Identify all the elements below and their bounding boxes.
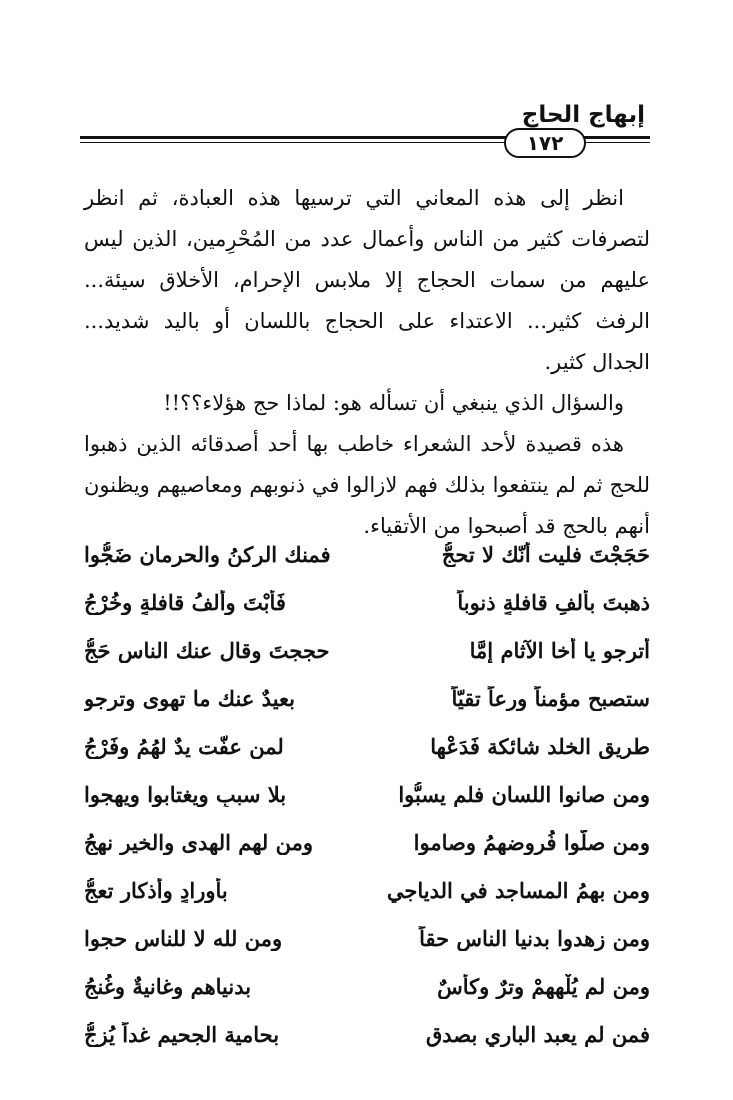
verse-first-half: ذهبتَ بألفِ قافلةٍ ذنوباً (457, 589, 650, 615)
poem-verse (84, 866, 650, 914)
verse-first-half: أترجو يا أخا الآثام إمَّا (469, 637, 650, 663)
verse-second-half: ومن لهم الهدى والخير نهجُ (84, 829, 313, 855)
poem (84, 530, 650, 1058)
verse-second-half: ومن لله لا للناس حجوا (84, 925, 283, 951)
verse-second-half: بلا سببٍ ويغتابوا ويهجوا (84, 781, 287, 807)
verse-second-half: بعيدٌ عنك ما تهوى وترجو (84, 685, 296, 711)
verse-second-half: بأورادٍ وأذكارٍ تعجُّ (84, 877, 228, 903)
running-title: إبهاج الحاج (521, 102, 645, 128)
poem-verse (84, 818, 650, 866)
poem-verse (84, 674, 650, 722)
poem-verse (84, 722, 650, 770)
verse-first-half: ومن صلُّوا فُروضهمُ وصاموا (413, 829, 650, 855)
verse-first-half: ستصبح مؤمناً ورعاً تقيّاً (451, 685, 650, 711)
verse-second-half: بحامية الجحيم غداً يُزجُّ (84, 1021, 280, 1047)
verse-first-half: فمن لم يعبد الباري بصدقٍ (425, 1021, 650, 1047)
verse-first-half: ومن صانوا اللسان فلم يسبُّوا (398, 781, 650, 807)
verse-second-half: لمن عفّت يدٌ لهُمُ وفَرْجُ (84, 733, 284, 759)
verse-second-half: بدنياهم وغانيةٌ وغُنجُ (84, 973, 252, 999)
verse-second-half: حججتَ وقال عنك الناس حَجُّ (84, 637, 330, 663)
poem-verse (84, 1010, 650, 1058)
verse-first-half: طريق الخلد شائكة فَدَعْها (430, 733, 650, 759)
verse-first-half: ومن زهدوا بدنيا الناس حقاً (419, 925, 650, 951)
paragraph: هذه قصيدة لأحد الشعراء خاطب بها أحد أصدقائه الذين ذهبوا للحج ثم لم ينتفعوا بذلك فهم لازالوا في ذنوبهم ومعاصيهم ويظنون أنهم بالحج قد أصبحوا من الأتقياء. (84, 432, 650, 538)
page-number: ١٧٢ (504, 128, 586, 158)
poem-verse (84, 962, 650, 1010)
verse-second-half: فمنك الركنُ والحرمان ضَجُّوا (84, 541, 331, 567)
poem-verse (84, 914, 650, 962)
poem-verse (84, 530, 650, 578)
paragraph: انظر إلى هذه المعاني التي ترسيها هذه العبادة، ثم انظر لتصرفات كثير من الناس وأعمال عدد من المُحْرِمين، الذين ليس عليهم من سمات الحجاج إلا ملابس الإحرام، الأخلاق سيئة... الرفث كثير... الاعتداء على الحجاج باللسان أو باليد شديد... الجدال كثير. (84, 186, 650, 374)
poem-verse (84, 626, 650, 674)
verse-first-half: حَجَجْتَ فليت أنّك لا تحجُّ (441, 541, 650, 567)
poem-verse (84, 770, 650, 818)
verse-first-half: ومن لم يُلْهِهِمْ وترٌ وكأسٌ (437, 973, 650, 999)
verse-second-half: فَأُبْتَ وألفُ قافلةٍ وخُرْجُ (84, 589, 286, 615)
poem-verse (84, 578, 650, 626)
body-text (84, 178, 650, 547)
paragraph: والسؤال الذي ينبغي أن تسأله هو: لماذا حج هؤلاء؟؟!! (163, 391, 624, 415)
verse-first-half: ومن بهمُ المساجد في الدياجي (386, 877, 650, 903)
